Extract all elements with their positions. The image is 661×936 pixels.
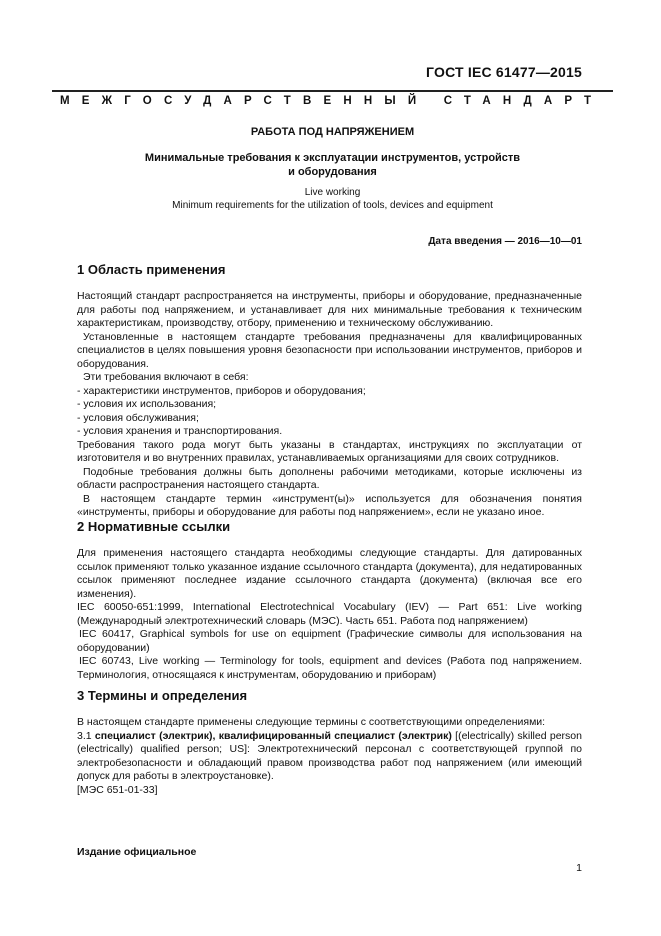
title-ru: РАБОТА ПОД НАПРЯЖЕНИЕМ [250, 126, 415, 138]
term-definition [77, 730, 582, 784]
paragraph: В настоящем стандарте применены следующие термины с соответствующими определениями: [77, 716, 546, 728]
page-number: 1 [576, 862, 582, 874]
section-2-heading: 2 Нормативные ссылки [77, 519, 231, 534]
term-source: [МЭС 651-01-33] [77, 783, 158, 796]
subtitle-ru-line2: и оборудования [288, 166, 377, 178]
term-number: 3.1 [77, 729, 95, 742]
list-item: - условия обслуживания; [77, 411, 199, 424]
interstate-standard-label: МЕЖГОСУДАРСТВЕННЫЙ СТАНДАРТ [60, 95, 604, 107]
paragraph: Установленные в настоящем стандарте требования предназначены для квалифицированных специалистов в целях повышения уровня безопасности при использовании инструментов, приборов и оборудования. [77, 330, 582, 370]
paragraph: Настоящий стандарт распространяется на инструменты, приборы и оборудование, предназначенные для работы под напряжением, и устанавливает для них минимальные требования к техническим характеристикам, производству, отбору, применению и техническому обслуживанию. [77, 290, 582, 329]
document-number: ГОСТ IEC 61477—2015 [426, 64, 582, 80]
introduction-date: Дата введения — 2016—10—01 [428, 236, 582, 247]
reference-item: IEC 60743, Live working — Terminology for tools, equipment and devices (Работа под напряжением. Терминология, относящаяся к инструментам, оборудованию и приборам) [77, 655, 582, 681]
subtitle-ru-line1: Минимальные требования к эксплуатации инструментов, устройств [144, 152, 521, 164]
list-item: - характеристики инструментов, приборов и оборудования; [77, 384, 366, 397]
title-en-line1: Live working [304, 187, 361, 198]
section-3-heading: 3 Термины и определения [77, 688, 248, 703]
paragraph: Подобные требования должны быть дополнены рабочими методиками, которые исключены из области распространения настоящего стандарта. [77, 465, 582, 491]
subtitle-ru [52, 151, 613, 179]
paragraph: В настоящем стандарте термин «инструмент(ы)» используется для обозначения понятия «инструменты, приборы и оборудование для работы под напряжением», если не указано иное. [77, 492, 582, 518]
term-name: специалист (электрик), квалифицированный специалист (электрик) [94, 729, 452, 742]
title-en [52, 186, 613, 212]
reference-item: IEC 60050-651:1999, International Electrotechnical Vocabulary (IEV) — Part 651: Live working (Международный электротехнический словарь (МЭС). Часть 651. Работа под напряжением) [77, 601, 582, 627]
section-1-body [77, 290, 582, 520]
official-edition-label: Издание официальное [77, 846, 197, 858]
list-item: - условия хранения и транспортирования. [77, 425, 283, 437]
paragraph: Эти требования включают в себя: [83, 371, 249, 383]
list-item: - условия их использования; [77, 398, 217, 410]
header-rule [52, 90, 613, 92]
paragraph: Для применения настоящего стандарта необходимы следующие стандарты. Для датированных ссылок применяют только указанное издание ссылочного стандарта (документа), для недатированных ссылок применяют последнее издание ссылочного стандарта (документа) (включая все его изменения). [77, 547, 582, 600]
section-2-body [77, 547, 582, 682]
section-3-body [77, 716, 582, 797]
term-text: [(electrically) skilled person (electrically) qualified person; US]: Электротехнический персонал с соответствующей группой по электробезопасности и обладающий правом производства работ под напряжением (или имеющий допуск для работы в электроустановке). [77, 729, 582, 782]
section-1-heading: 1 Область применения [77, 262, 226, 277]
paragraph: Требования такого рода могут быть указаны в стандартах, инструкциях по эксплуатации от изготовителя и во внутренних правилах, устанавливаемых организациями для своих сотрудников. [77, 438, 582, 464]
reference-item: IEC 60417, Graphical symbols for use on equipment (Графические символы для использования на оборудовании) [77, 628, 582, 654]
title-en-line2: Minimum requirements for the utilization of tools, devices and equipment [172, 200, 493, 211]
